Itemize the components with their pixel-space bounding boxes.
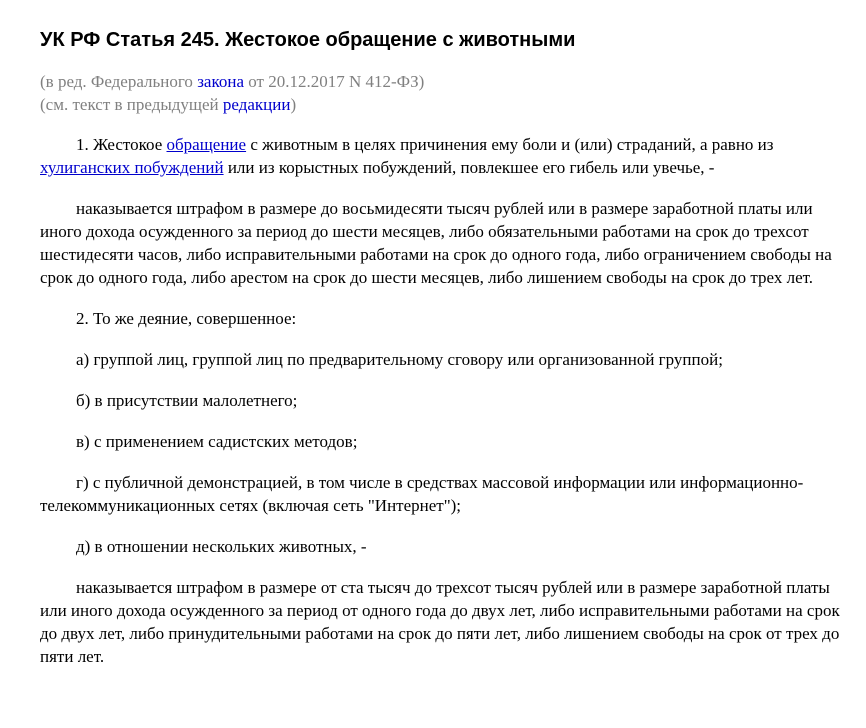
meta-text: ) xyxy=(290,95,297,114)
revision-line xyxy=(40,70,850,93)
treatment-link[interactable]: обращение xyxy=(166,135,247,154)
paragraph: наказывается штрафом в размере до восьмидесяти тысяч рублей или в размере заработной платы или иного дохода осужденного за период до шести месяцев, либо обязательными работами на срок до трехсот шестидесяти часов, либо исправительными работами на срок до одного года, либо ограничением свободы на срок до одного года, либо арестом на срок до шести месяцев, либо лишением свободы на срок до трех лет. xyxy=(40,199,832,287)
law-link[interactable]: закона xyxy=(197,72,244,91)
previous-edition-line xyxy=(40,93,850,116)
paragraph: г) с публичной демонстрацией, в том числе в средствах массовой информации или информационно-телекоммуникационных сетях (включая сеть "Интернет"); xyxy=(40,473,804,515)
meta-text: (см. текст в предыдущей xyxy=(40,95,223,114)
paragraph: 2. То же деяние, совершенное: xyxy=(76,309,297,328)
revision-info xyxy=(40,70,850,116)
text: 1. Жестокое xyxy=(76,135,167,154)
meta-text: (в ред. Федерального xyxy=(40,72,198,91)
paragraph-part-1 xyxy=(40,133,850,179)
meta-text: от 20.12.2017 N 412-ФЗ) xyxy=(244,72,425,91)
paragraph: б) в присутствии малолетнего; xyxy=(76,391,298,410)
paragraph: наказывается штрафом в размере от ста тысяч до трехсот тысяч рублей или в размере заработной платы или иного дохода осужденного за период от одного года до двух лет, либо исправительными работами на срок до двух лет, либо принудительными работами на срок до пяти лет, либо лишением свободы на срок от трех до пяти лет. xyxy=(40,578,840,666)
text: или из корыстных побуждений, повлекшее его гибель или увечье, - xyxy=(223,158,715,177)
page-title: УК РФ Статья 245. Жестокое обращение с животными xyxy=(40,29,576,51)
paragraph: а) группой лиц, группой лиц по предварительному сговору или организованной группой; xyxy=(76,350,723,369)
paragraph: д) в отношении нескольких животных, - xyxy=(76,537,367,556)
paragraph: в) с применением садистских методов; xyxy=(76,432,358,451)
edition-link[interactable]: редакции xyxy=(222,95,291,114)
hooligan-motives-link[interactable]: хулиганских побуждений xyxy=(40,158,224,177)
text: с животным в целях причинения ему боли и (или) страданий, а равно из xyxy=(246,135,774,154)
